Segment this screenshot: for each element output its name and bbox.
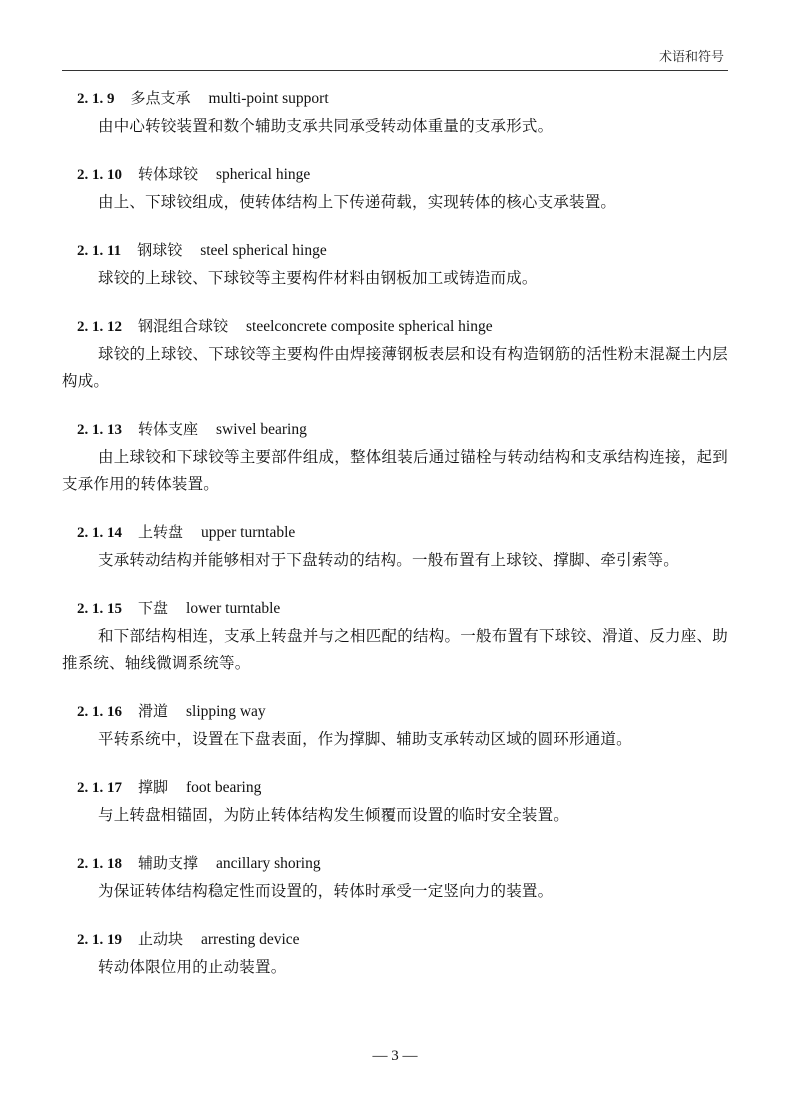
- term-english: upper turntable: [201, 524, 296, 541]
- term-english: ancillary shoring: [216, 855, 321, 872]
- term-entry: [0, 699, 790, 753]
- term-chinese: 辅助支撑: [138, 854, 199, 872]
- term-entry: [0, 851, 790, 905]
- term-english: swivel bearing: [216, 421, 307, 438]
- term-english: steel spherical hinge: [200, 242, 327, 259]
- term-entry: [0, 596, 790, 677]
- term-english: lower turntable: [186, 600, 281, 617]
- term-chinese: 转体球铰: [138, 165, 199, 183]
- term-heading: [0, 596, 790, 621]
- term-chinese: 上转盘: [138, 523, 184, 541]
- term-chinese: 钢球铰: [137, 241, 183, 259]
- term-heading: [0, 927, 790, 952]
- term-definition: 与上转盘相锚固，为防止转体结构发生倾覆而设置的临时安全装置。: [98, 806, 570, 824]
- term-definition: 球铰的上球铰、下球铰等主要构件由焊接薄钢板表层和设有构造钢筋的活性粉末混凝土内层构成。: [62, 345, 728, 390]
- term-entry: [0, 314, 790, 395]
- term-heading: [0, 86, 790, 111]
- term-heading: [0, 775, 790, 800]
- term-heading: [0, 162, 790, 187]
- term-english: multi-point support: [208, 90, 329, 107]
- term-definition: 球铰的上球铰、下球铰等主要构件材料由钢板加工或铸造而成。: [98, 269, 538, 287]
- term-english: slipping way: [186, 703, 266, 720]
- term-english: foot bearing: [186, 779, 262, 796]
- term-heading: [0, 314, 790, 339]
- term-number: 2. 1. 19: [77, 932, 122, 948]
- header-rule: [62, 70, 728, 71]
- term-chinese: 多点支承: [130, 89, 191, 107]
- term-definition: 为保证转体结构稳定性而设置的，转体时承受一定竖向力的装置。: [98, 882, 554, 900]
- term-chinese: 撑脚: [138, 778, 169, 796]
- term-entry: [0, 927, 790, 981]
- term-heading: [0, 238, 790, 263]
- term-number: 2. 1. 9: [77, 91, 115, 107]
- term-chinese: 转体支座: [138, 420, 199, 438]
- term-number: 2. 1. 17: [77, 780, 122, 796]
- term-english: arresting device: [201, 931, 300, 948]
- term-definition: 由上、下球铰组成，使转体结构上下传递荷载，实现转体的核心支承装置。: [98, 193, 617, 211]
- term-chinese: 滑道: [138, 702, 169, 720]
- term-number: 2. 1. 12: [77, 319, 122, 335]
- term-number: 2. 1. 14: [77, 525, 122, 541]
- term-definition: 转动体限位用的止动装置。: [98, 958, 287, 976]
- term-chinese: 止动块: [138, 930, 184, 948]
- term-english: spherical hinge: [216, 166, 311, 183]
- term-heading: [0, 520, 790, 545]
- term-definition: 支承转动结构并能够相对于下盘转动的结构。一般布置有上球铰、撑脚、牵引索等。: [98, 551, 679, 569]
- term-entry: [0, 775, 790, 829]
- term-entry: [0, 520, 790, 574]
- term-number: 2. 1. 18: [77, 856, 122, 872]
- term-definition: 平转系统中，设置在下盘表面，作为撑脚、辅助支承转动区域的圆环形通道。: [98, 730, 632, 748]
- term-heading: [0, 699, 790, 724]
- term-entry: [0, 417, 790, 498]
- term-definition: 由中心转铰装置和数个辅助支承共同承受转动体重量的支承形式。: [98, 117, 554, 135]
- term-number: 2. 1. 16: [77, 704, 122, 720]
- term-english: steelconcrete composite spherical hinge: [246, 318, 493, 335]
- term-number: 2. 1. 15: [77, 601, 122, 617]
- page-number: — 3 —: [372, 1048, 418, 1064]
- term-entry: [0, 162, 790, 216]
- term-chinese: 钢混组合球铰: [138, 317, 229, 335]
- term-number: 2. 1. 11: [77, 243, 122, 259]
- term-number: 2. 1. 13: [77, 422, 122, 438]
- term-number: 2. 1. 10: [77, 167, 122, 183]
- term-definition: 和下部结构相连，支承上转盘并与之相匹配的结构。一般布置有下球铰、滑道、反力座、助推系统、轴线微调系统等。: [62, 627, 728, 672]
- term-entry: [0, 238, 790, 292]
- term-definition: 由上球铰和下球铰等主要部件组成，整体组装后通过锚栓与转动结构和支承结构连接，起到支承作用的转体装置。: [62, 448, 728, 493]
- term-heading: [0, 851, 790, 876]
- term-heading: [0, 417, 790, 442]
- term-entries: [0, 86, 790, 1003]
- running-header: 术语和符号: [658, 50, 724, 65]
- term-entry: [0, 86, 790, 140]
- term-chinese: 下盘: [138, 599, 169, 617]
